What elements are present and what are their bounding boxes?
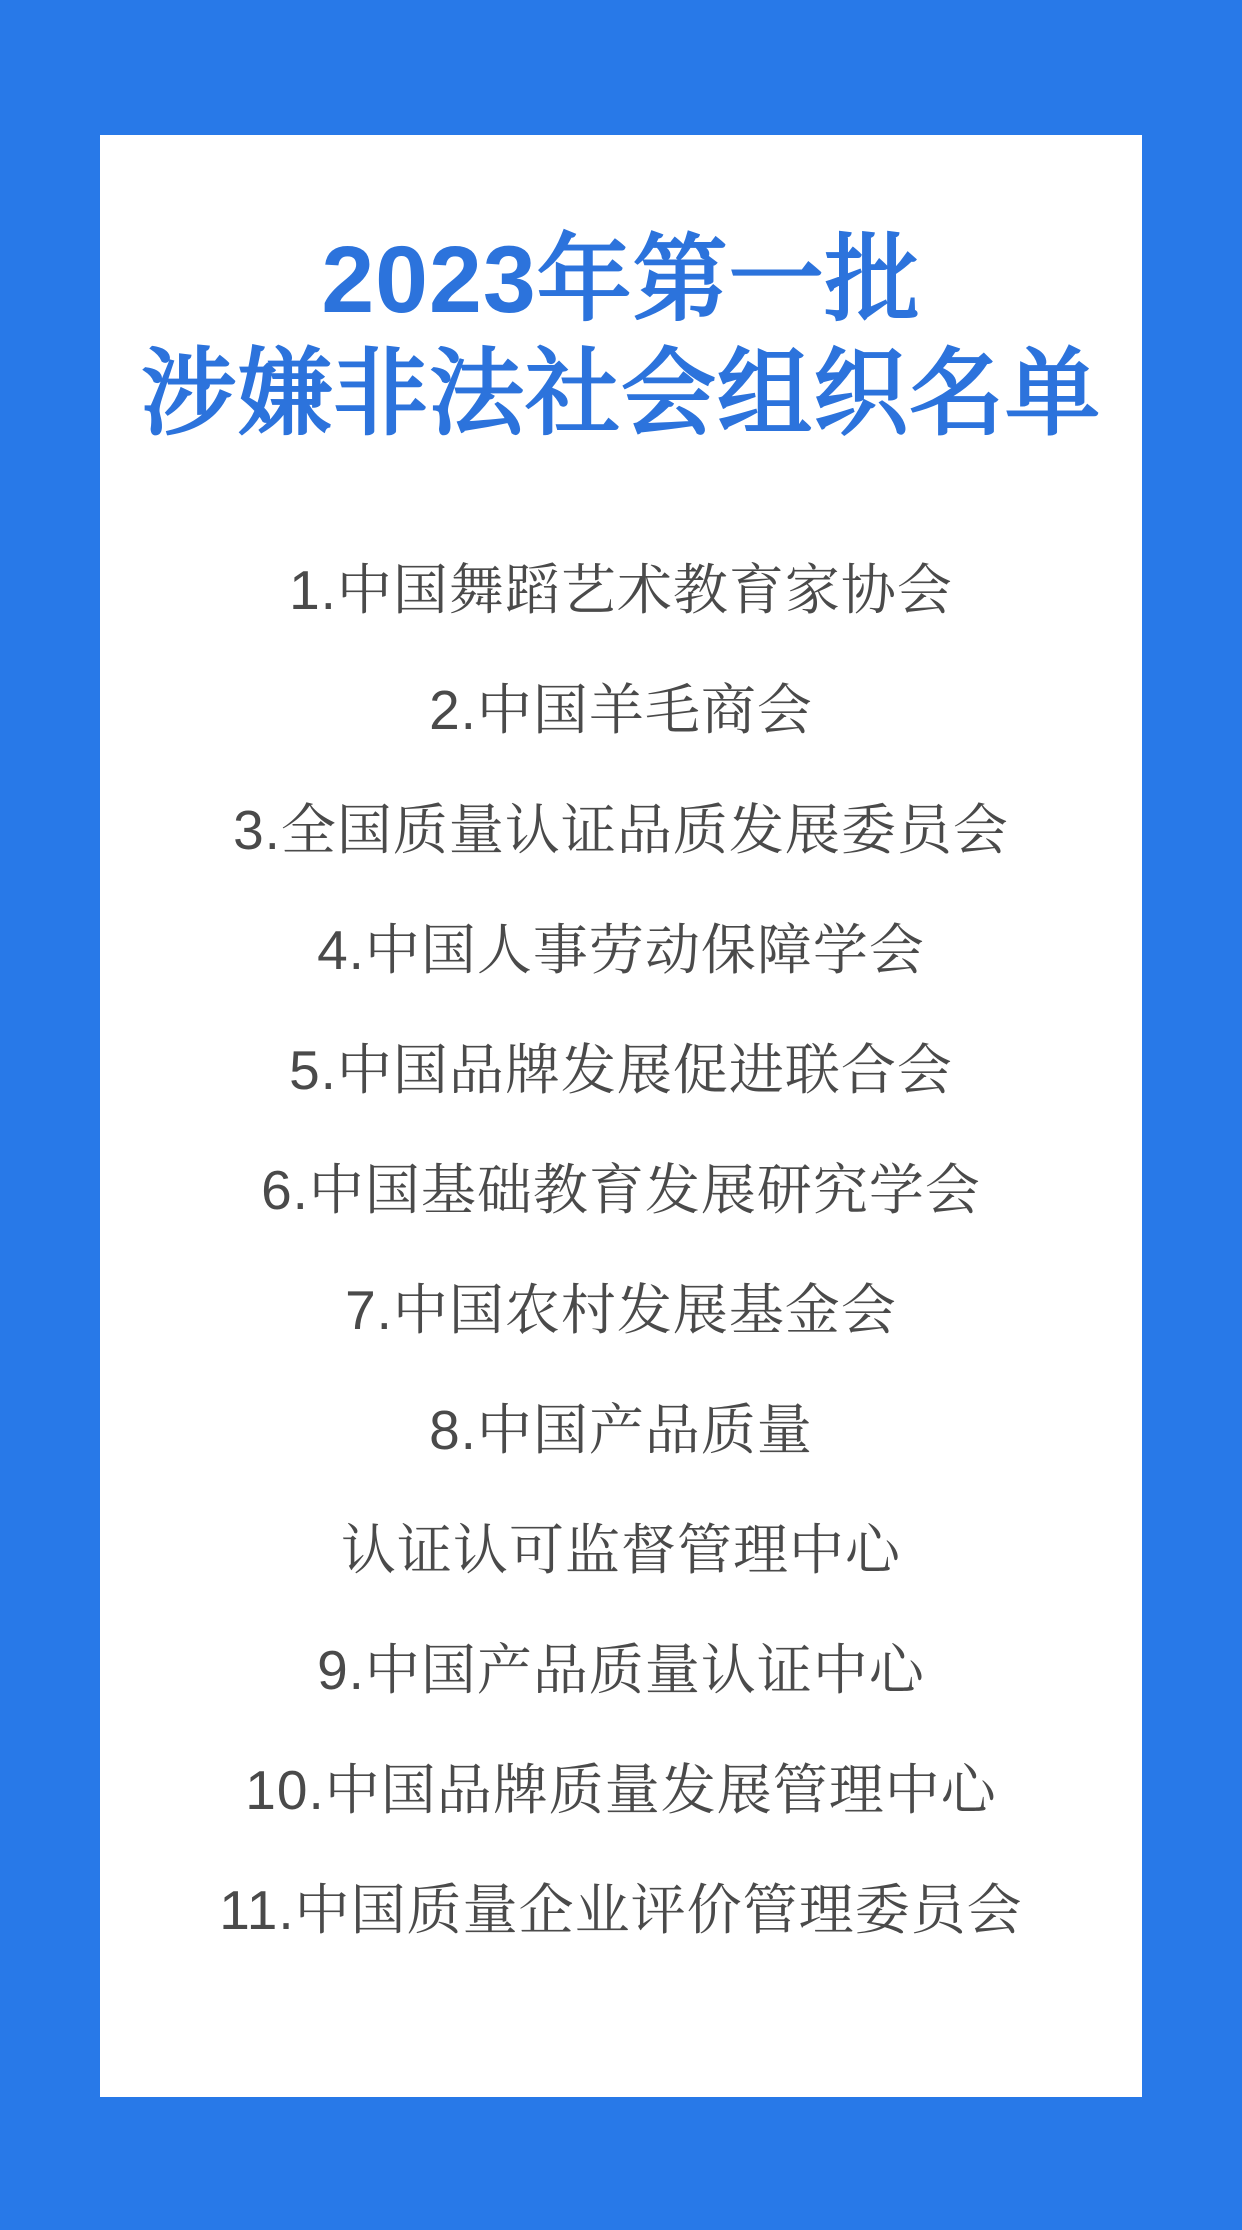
- list-item-4: 4.中国人事劳动保障学会: [317, 918, 925, 981]
- list-item-2: 2.中国羊毛商会: [429, 678, 813, 741]
- list-item-10: 10.中国品牌质量发展管理中心: [245, 1758, 997, 1821]
- org-list: [100, 525, 1142, 1965]
- list-item-8-line-1: 8.中国产品质量: [429, 1398, 813, 1461]
- list-item-5: 5.中国品牌发展促进联合会: [289, 1038, 953, 1101]
- list-item-8-line-2: 认证认可监督管理中心: [340, 1518, 901, 1581]
- list-item-1: 1.中国舞蹈艺术教育家协会: [289, 558, 953, 621]
- list-item-6: 6.中国基础教育发展研究学会: [261, 1158, 981, 1221]
- list-item-7: 7.中国农村发展基金会: [345, 1278, 897, 1341]
- poster-title-line-1: 2023年第一批: [321, 227, 921, 333]
- poster-title-line-2: 涉嫌非法社会组织名单: [140, 341, 1101, 447]
- poster-title: [100, 135, 1142, 451]
- poster-card: [100, 135, 1142, 2097]
- list-item-3: 3.全国质量认证品质发展委员会: [233, 798, 1009, 861]
- list-item-11: 11.中国质量企业评价管理委员会: [219, 1878, 1023, 1941]
- list-item-9: 9.中国产品质量认证中心: [317, 1638, 925, 1701]
